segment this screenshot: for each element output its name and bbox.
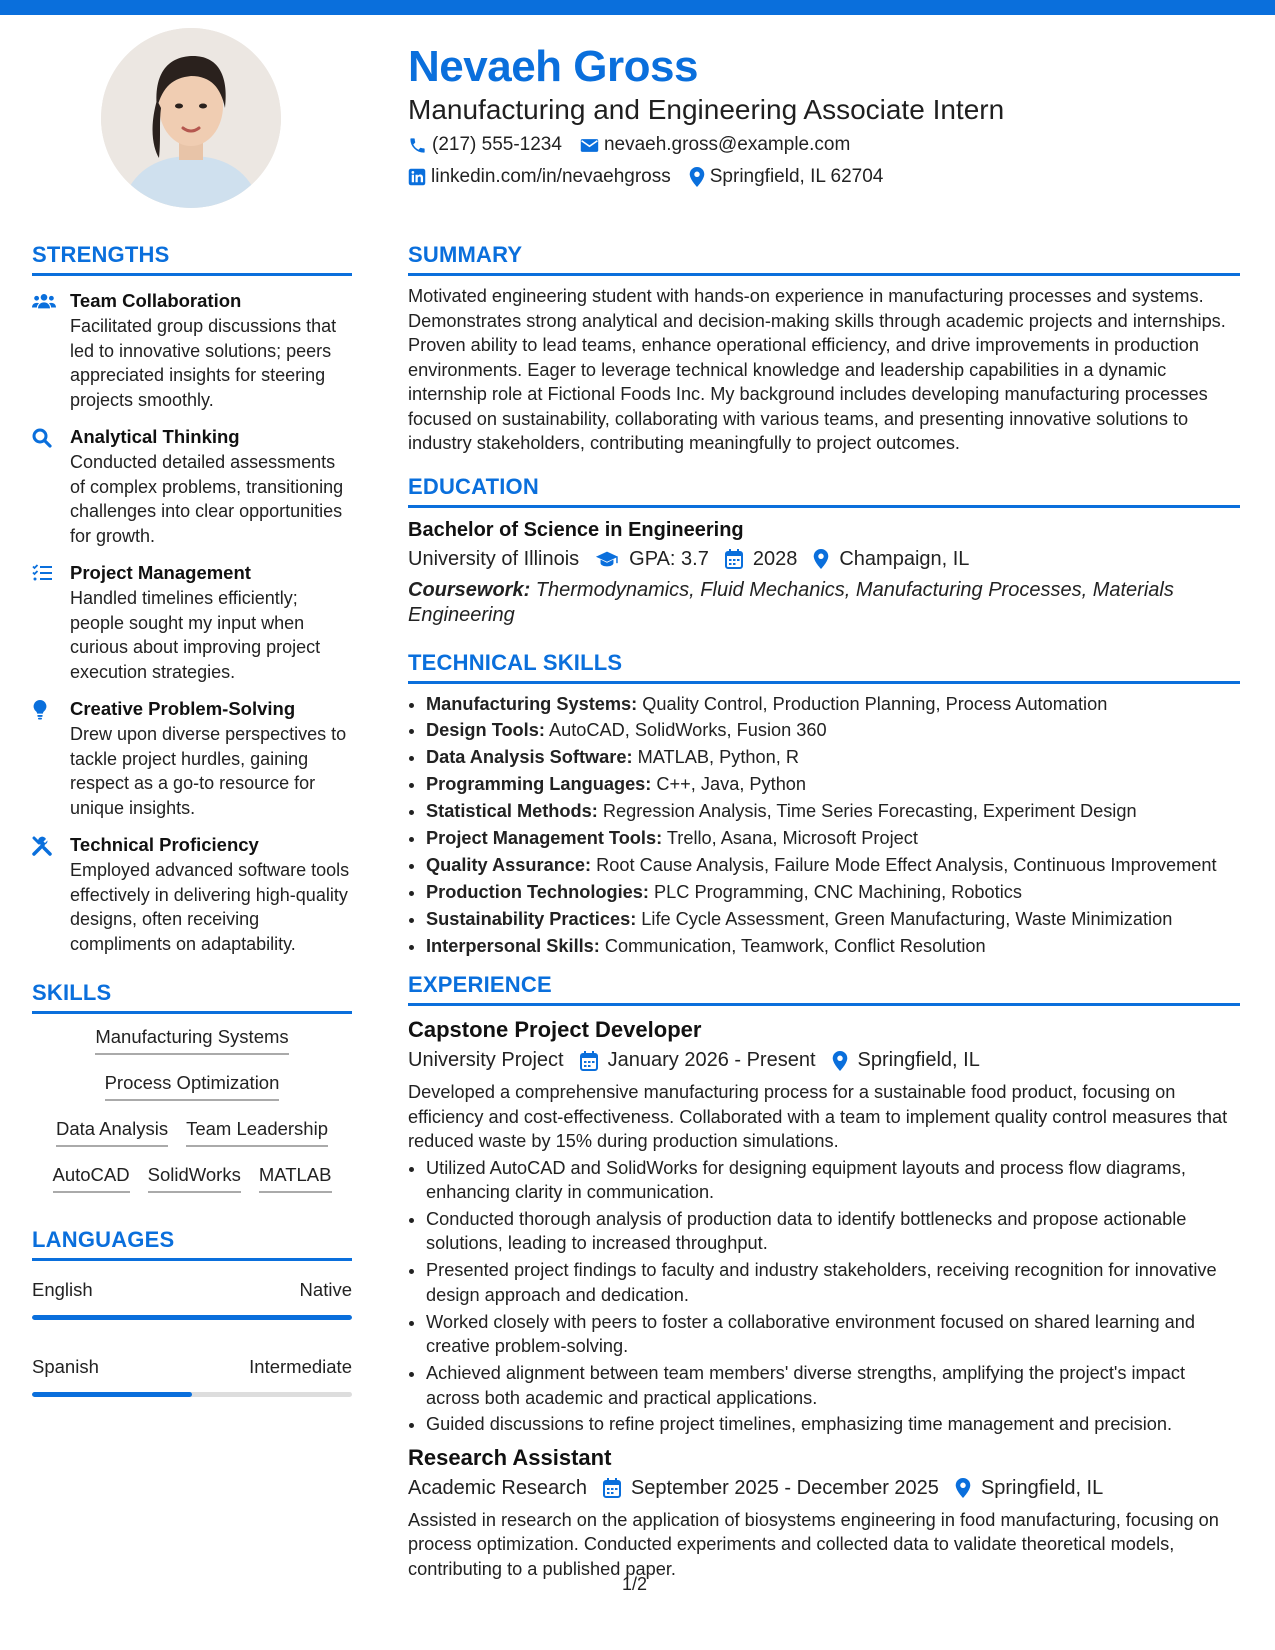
skill-value: C++, Java, Python [651,774,807,795]
skill-label: Manufacturing Systems: [426,693,638,714]
skill-value: Trello, Asana, Microsoft Project [662,827,918,848]
technical-skill-item [426,907,1240,932]
candidate-name: Nevaeh Gross [408,42,698,91]
skill-tag: Manufacturing Systems [95,1026,288,1055]
strength-title: Technical Proficiency [70,834,259,855]
skill-tag: MATLAB [259,1164,332,1193]
location-text: Springfield, IL 62704 [709,166,884,187]
job-description: Assisted in research on the application of biosystems engineering in food manufacturing, focusing on process optimization. Conducted experiments and collected data to validate theoretical models, contributing to a published paper. [408,1509,1219,1579]
education-heading: EDUCATION [408,474,1240,508]
skill-value: Life Cycle Assessment, Green Manufacturing, Waste Minimization [636,908,1173,929]
job-dates: September 2025 - December 2025 [630,1476,939,1499]
skill-tag: Process Optimization [105,1072,280,1101]
job-bullet: • Worked closely with peers to foster a collaborative environment focused on shared learning and creative problem-solving. [426,1310,1240,1359]
strength-item [32,698,352,820]
skill-label: Quality Assurance: [426,854,592,875]
skill-label: Design Tools: [426,720,545,741]
technical-skill-item [426,772,1240,797]
profile-photo [101,28,281,208]
language-name: Spanish [32,1356,99,1377]
job-meta [408,1049,1240,1072]
strength-desc: Drew upon diverse perspectives to tackle project hurdles, gaining respect as a go-to resource for unique insights. [70,724,347,818]
job-bullets [408,1156,1240,1437]
contact-row-2 [408,166,883,188]
language-bar-fill [32,1392,192,1397]
map-pin-icon [832,1051,848,1071]
job-bullet: • Achieved alignment between team members' diverse strengths, amplifying the project's impact across both academic and practical applications. [426,1361,1240,1410]
languages-list [32,1279,352,1397]
job-bullet: • Guided discussions to refine project timelines, emphasizing time management and precision. [426,1412,1240,1437]
strength-desc: Handled timelines efficiently; people sought my input when curious about improving project execution strategies. [70,588,321,682]
skill-label: Statistical Methods: [426,801,598,822]
users-icon [32,290,56,412]
job-bullet: • Presented project findings to faculty and industry stakeholders, receiving recognition for innovative design approach and dedication. [426,1258,1240,1307]
technical-skill-item [426,934,1240,959]
job-title: Research Assistant [408,1444,612,1470]
job-title: Capstone Project Developer [408,1017,702,1043]
skill-tag: Team Leadership [186,1118,328,1147]
summary-text: Motivated engineering student with hands-on experience in manufacturing processes and systems. Demonstrates strong analytical and decision-making skills through academic projects and internships. Proven ability to lead teams, enhance operational efficiency, and drive improvements in production environments. Eager to leverage technical knowledge and leadership capabilities in a dynamic internship role at Fictional Foods Inc. My background includes developing manufacturing processes focused on sustainability, collaborating with various teams, and presenting innovative solutions to industry stakeholders, contributing meaningfully to project outcomes. [408,286,1226,453]
job-location: Springfield, IL [857,1049,980,1072]
skill-label: Data Analysis Software: [426,747,633,768]
technical-skill-item [426,853,1240,878]
strength-item [32,426,352,548]
degree-title: Bachelor of Science in Engineering [408,518,744,541]
school-location: Champaign, IL [839,547,970,570]
lightbulb-icon [32,698,56,820]
coursework-list: Thermodynamics, Fluid Mechanics, Manufacturing Processes, Materials Engineering [408,578,1174,626]
skills-list [32,1026,352,1193]
contact-row-1 [408,134,850,156]
school-name: University of Illinois [408,547,580,570]
strength-title: Project Management [70,562,251,583]
right-column [408,242,1240,1581]
left-column [32,242,352,1433]
strength-title: Team Collaboration [70,290,242,311]
skill-label: Project Management Tools: [426,827,663,848]
page-number: 1/2 [622,1574,648,1594]
strength-desc: Facilitated group discussions that led to innovative solutions; peers appreciated insights for steering projects smoothly. [70,316,337,410]
skill-value: Communication, Teamwork, Conflict Resolution [599,935,986,956]
skill-value: AutoCAD, SolidWorks, Fusion 360 [544,720,827,741]
skill-tag: SolidWorks [148,1164,241,1193]
strength-desc: Conducted detailed assessments of complex problems, transitioning challenges into clear opportunities for growth. [70,452,344,546]
language-name: English [32,1279,93,1300]
strength-desc: Employed advanced software tools effectively in delivering high-quality designs, often receiving compliments on adaptability. [70,860,350,954]
languages-heading: LANGUAGES [32,1227,352,1261]
strength-title: Analytical Thinking [70,426,240,447]
gpa-text: GPA: 3.7 [629,547,709,570]
language-level: Intermediate [249,1356,352,1377]
skills-heading: SKILLS [32,980,352,1014]
skill-value: MATLAB, Python, R [632,747,799,768]
strengths-heading: STRENGTHS [32,242,352,276]
tools-icon [32,834,56,956]
skill-value: PLC Programming, CNC Machining, Robotics [648,881,1022,902]
top-accent-bar [0,0,1275,15]
skill-value: Quality Control, Production Planning, Process Automation [637,693,1108,714]
technical-skill-item [426,880,1240,905]
email-text[interactable]: nevaeh.gross@example.com [603,134,851,155]
strength-item [32,562,352,684]
education-meta [408,548,1240,571]
skill-label: Programming Languages: [426,774,652,795]
language-level: Native [299,1279,352,1300]
job-org: Academic Research [408,1476,587,1499]
task-list-icon [32,562,56,684]
calendar-icon [725,549,743,569]
job-location: Springfield, IL [980,1476,1104,1499]
location-contact [689,166,884,188]
experience-heading: EXPERIENCE [408,972,1240,1006]
skill-tag: Data Analysis [56,1118,168,1147]
job-description: Developed a comprehensive manufacturing process for a sustainable food product, focusing on efficiency and cost-effectiveness. Collaborated with a team to implement quality control measures that reduced waste by 15% during production simulations. [408,1082,1228,1152]
envelope-icon [580,137,599,154]
strength-item [32,834,352,956]
strength-title: Creative Problem-Solving [70,698,296,719]
graduation-year: 2028 [752,547,798,570]
candidate-role: Manufacturing and Engineering Associate Intern [408,94,1005,125]
skill-value: Root Cause Analysis, Failure Mode Effect Analysis, Continuous Improvement [591,854,1217,875]
graduation-cap-icon [595,550,619,568]
skill-label: Interpersonal Skills: [426,935,600,956]
job-org: University Project [408,1049,564,1072]
skill-label: Production Technologies: [426,881,649,902]
technical-skill-item [426,826,1240,851]
job-bullet: • Utilized AutoCAD and SolidWorks for designing equipment layouts and process flow diagrams, enhancing clarity in communication. [426,1156,1240,1205]
technical-skills-list [408,692,1240,959]
linkedin-contact[interactable] [408,166,671,188]
calendar-icon [580,1051,598,1071]
job-dates: January 2026 - Present [607,1049,816,1072]
technical-skill-item [426,745,1240,770]
phone-text: (217) 555-1234 [432,134,562,155]
language-bar-fill [32,1315,352,1320]
language-row [32,1279,352,1301]
technical-skill-item [426,692,1240,717]
language-bar [32,1392,352,1397]
technical-skills-heading: TECHNICAL SKILLS [408,650,1240,684]
linkedin-icon [408,168,426,186]
map-pin-icon [813,549,829,569]
skill-label: Sustainability Practices: [426,908,637,929]
map-pin-icon [689,167,705,187]
phone-icon [408,136,427,155]
technical-skill-item [426,799,1240,824]
skill-tag: AutoCAD [53,1164,130,1193]
email-contact[interactable] [580,134,850,156]
summary-heading: SUMMARY [408,242,1240,276]
language-row [32,1356,352,1378]
calendar-icon [603,1478,621,1498]
job-bullet: • Conducted thorough analysis of production data to identify bottlenecks and propose actionable solutions, leading to increased throughput. [426,1207,1240,1256]
skill-value: Regression Analysis, Time Series Forecasting, Experiment Design [597,801,1137,822]
linkedin-text[interactable]: linkedin.com/in/nevaehgross [431,166,671,187]
strength-item [32,290,352,412]
search-icon [32,426,56,548]
language-bar [32,1315,352,1320]
phone-contact [408,134,562,156]
map-pin-icon [955,1478,971,1498]
technical-skill-item [426,718,1240,743]
coursework-label: Coursework: [408,578,531,601]
job-meta [408,1477,1240,1500]
coursework [408,578,1240,628]
